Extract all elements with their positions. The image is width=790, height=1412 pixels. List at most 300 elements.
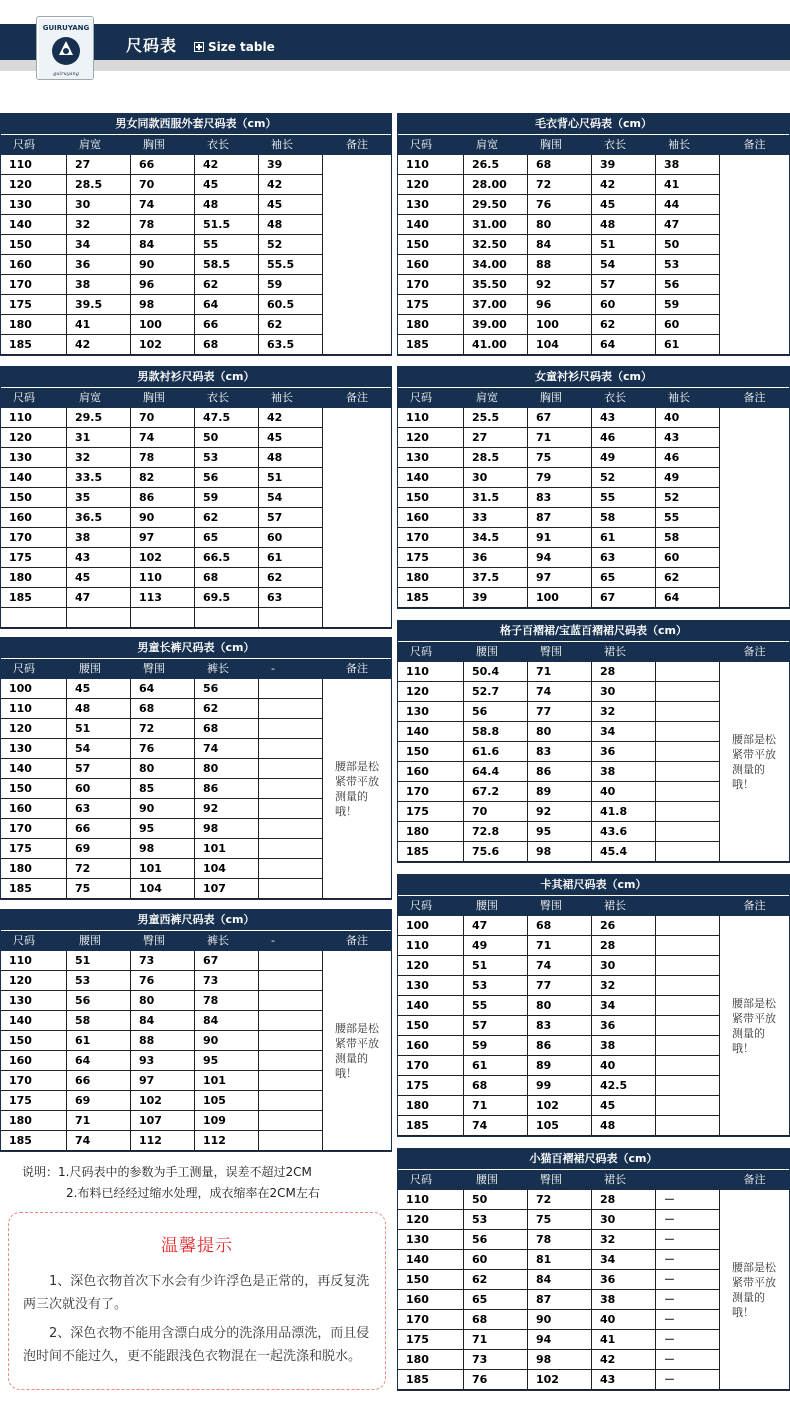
table-cell: 51 bbox=[592, 235, 656, 255]
table-cell: 56 bbox=[464, 702, 528, 722]
table-cell bbox=[656, 976, 720, 996]
table-cell: 68 bbox=[195, 335, 259, 355]
table-cell: 54 bbox=[67, 739, 131, 759]
note-header: 备注 bbox=[743, 1173, 766, 1186]
table-cell: 61 bbox=[464, 1056, 528, 1076]
table-cell: 30 bbox=[67, 195, 131, 215]
table-cell: 69 bbox=[67, 1091, 131, 1111]
column-header: 胸围 bbox=[143, 138, 165, 151]
table-cell: 80 bbox=[131, 991, 195, 1011]
table-cell: － bbox=[656, 1230, 720, 1250]
table-cell: 110 bbox=[398, 936, 464, 956]
table-cell: 48 bbox=[67, 699, 131, 719]
table-cell: 130 bbox=[398, 976, 464, 996]
table-cell bbox=[259, 1111, 323, 1131]
table-cell: 43 bbox=[592, 408, 656, 428]
table-cell: 140 bbox=[398, 996, 464, 1016]
table-cell: 120 bbox=[398, 682, 464, 702]
table-cell: 30 bbox=[592, 682, 656, 702]
column-header bbox=[656, 896, 720, 916]
table-cell: 112 bbox=[131, 1131, 195, 1151]
table-cell: 104 bbox=[528, 335, 592, 355]
table-cell: 130 bbox=[1, 448, 67, 468]
table-cell: 49 bbox=[656, 468, 720, 488]
table-cell: 48 bbox=[259, 215, 323, 235]
table-cell: 66 bbox=[195, 315, 259, 335]
table-note: 腰部是松紧带平放测量的哦！ bbox=[720, 662, 789, 862]
table-cell: 185 bbox=[398, 335, 464, 355]
table-cell bbox=[656, 842, 720, 862]
table-cell: 175 bbox=[1, 295, 67, 315]
table-cell: 107 bbox=[195, 879, 259, 899]
column-header: 裙长 bbox=[604, 1173, 626, 1186]
column-header: 臀围 bbox=[143, 934, 165, 947]
column-header: 袖长 bbox=[271, 138, 293, 151]
table-cell bbox=[656, 916, 720, 936]
table-cell: 70 bbox=[131, 408, 195, 428]
table-cell: 51 bbox=[259, 468, 323, 488]
table-cell: 71 bbox=[464, 1096, 528, 1116]
table-title: 男款衬衫尺码表（cm） bbox=[1, 367, 391, 387]
table-cell: 83 bbox=[528, 488, 592, 508]
size-table-boys-pants bbox=[0, 637, 392, 900]
table-cell: 80 bbox=[528, 996, 592, 1016]
table-cell: － bbox=[656, 1370, 720, 1390]
column-header: 臀围 bbox=[540, 645, 562, 658]
column-header: 肩宽 bbox=[476, 391, 498, 404]
table-cell: 130 bbox=[1, 195, 67, 215]
table-cell: 26.5 bbox=[464, 155, 528, 175]
table-header bbox=[398, 387, 789, 407]
table-cell: 97 bbox=[131, 1071, 195, 1091]
table-cell: 60 bbox=[464, 1250, 528, 1270]
table-note bbox=[323, 408, 391, 628]
table-cell: 86 bbox=[131, 488, 195, 508]
table-cell: 34.00 bbox=[464, 255, 528, 275]
table-cell: 120 bbox=[398, 956, 464, 976]
table-cell: 100 bbox=[398, 916, 464, 936]
table-cell: 150 bbox=[398, 1016, 464, 1036]
table-cell: 50.4 bbox=[464, 662, 528, 682]
table-cell: 160 bbox=[1, 1051, 67, 1071]
table-cell: 72.8 bbox=[464, 822, 528, 842]
table-cell: 78 bbox=[131, 215, 195, 235]
table-cell: 83 bbox=[528, 742, 592, 762]
table-cell: 57 bbox=[464, 1016, 528, 1036]
table-cell: 150 bbox=[1, 235, 67, 255]
table-cell: 74 bbox=[131, 195, 195, 215]
page-subtitle bbox=[194, 40, 275, 54]
table-cell: 180 bbox=[398, 1350, 464, 1370]
table-cell: 67.2 bbox=[464, 782, 528, 802]
table-cell: 43 bbox=[592, 1370, 656, 1390]
table-cell: 185 bbox=[1, 588, 67, 608]
table-cell: － bbox=[656, 1330, 720, 1350]
table-note: 腰部是松紧带平放测量的哦！ bbox=[720, 916, 789, 1136]
table-cell bbox=[1, 608, 67, 628]
table-cell: 160 bbox=[398, 762, 464, 782]
table-cell bbox=[656, 662, 720, 682]
table-cell: 110 bbox=[1, 699, 67, 719]
table-cell: 150 bbox=[398, 742, 464, 762]
table-cell: 49 bbox=[592, 448, 656, 468]
table-cell bbox=[656, 762, 720, 782]
table-cell: 51 bbox=[464, 956, 528, 976]
table-cell: 105 bbox=[195, 1091, 259, 1111]
table-cell: 75 bbox=[67, 879, 131, 899]
table-cell: 89 bbox=[528, 782, 592, 802]
table-cell: 41 bbox=[656, 175, 720, 195]
table-title: 男女同款西服外套尺码表（cm） bbox=[1, 114, 391, 134]
table-cell: 44 bbox=[656, 195, 720, 215]
table-cell: 170 bbox=[398, 1056, 464, 1076]
table-cell: 41 bbox=[67, 315, 131, 335]
table-cell: 60.5 bbox=[259, 295, 323, 315]
table-cell: 62 bbox=[195, 699, 259, 719]
table-cell: 170 bbox=[398, 1310, 464, 1330]
table-cell: 53 bbox=[464, 976, 528, 996]
table-header bbox=[398, 134, 789, 154]
table-body bbox=[398, 661, 789, 862]
table-cell: 51.5 bbox=[195, 215, 259, 235]
table-cell: － bbox=[656, 1190, 720, 1210]
table-cell: 37.5 bbox=[464, 568, 528, 588]
table-cell: 31.00 bbox=[464, 215, 528, 235]
table-cell: 98 bbox=[528, 842, 592, 862]
table-cell: 64 bbox=[131, 679, 195, 699]
table-cell: 92 bbox=[528, 275, 592, 295]
care-tip-box bbox=[8, 1212, 386, 1390]
table-cell: 140 bbox=[1, 468, 67, 488]
table-cell: 53 bbox=[67, 971, 131, 991]
table-cell: 175 bbox=[1, 1091, 67, 1111]
table-cell: 28.5 bbox=[67, 175, 131, 195]
table-cell: 140 bbox=[398, 1250, 464, 1270]
column-header: 尺码 bbox=[13, 391, 35, 404]
table-cell bbox=[656, 1096, 720, 1116]
brand-logo bbox=[36, 16, 94, 80]
table-cell bbox=[259, 879, 323, 899]
table-cell: 160 bbox=[398, 508, 464, 528]
table-cell: － bbox=[656, 1270, 720, 1290]
table-cell: 43 bbox=[656, 428, 720, 448]
table-cell bbox=[259, 699, 323, 719]
table-cell: 86 bbox=[528, 762, 592, 782]
table-cell bbox=[131, 608, 195, 628]
table-cell: 74 bbox=[528, 682, 592, 702]
table-cell: 76 bbox=[131, 739, 195, 759]
table-cell: 95 bbox=[195, 1051, 259, 1071]
table-cell: 90 bbox=[131, 508, 195, 528]
table-title: 卡其裙尺码表（cm） bbox=[398, 875, 789, 895]
table-cell: 160 bbox=[398, 255, 464, 275]
table-cell: 160 bbox=[1, 508, 67, 528]
table-cell bbox=[259, 739, 323, 759]
table-cell: 56 bbox=[464, 1230, 528, 1250]
table-title: 毛衣背心尺码表（cm） bbox=[398, 114, 789, 134]
table-cell bbox=[195, 608, 259, 628]
table-cell: 75 bbox=[528, 1210, 592, 1230]
table-cell: 60 bbox=[656, 548, 720, 568]
size-table-suit bbox=[0, 113, 392, 356]
table-note bbox=[720, 155, 789, 355]
table-cell: 33 bbox=[464, 508, 528, 528]
table-cell: 77 bbox=[528, 976, 592, 996]
table-cell: 102 bbox=[528, 1096, 592, 1116]
table-cell: 96 bbox=[528, 295, 592, 315]
table-cell: 48 bbox=[259, 448, 323, 468]
column-header: 尺码 bbox=[410, 138, 432, 151]
column-header: 肩宽 bbox=[476, 138, 498, 151]
table-cell: 78 bbox=[131, 448, 195, 468]
table-cell: 98 bbox=[131, 839, 195, 859]
table-title: 女童衬衫尺码表（cm） bbox=[398, 367, 789, 387]
column-header: 尺码 bbox=[13, 934, 35, 947]
table-cell: 175 bbox=[398, 1330, 464, 1350]
table-cell: 40 bbox=[592, 782, 656, 802]
table-cell: 175 bbox=[398, 802, 464, 822]
table-cell: 32 bbox=[67, 448, 131, 468]
table-cell: 28 bbox=[592, 936, 656, 956]
table-cell bbox=[259, 608, 323, 628]
table-cell: 42 bbox=[259, 408, 323, 428]
table-cell: 140 bbox=[1, 215, 67, 235]
table-cell: 68 bbox=[528, 916, 592, 936]
table-cell: 67 bbox=[592, 588, 656, 608]
column-header: 腰围 bbox=[476, 899, 498, 912]
tip-paragraph-1: 1、深色衣物首次下水会有少许浮色是正常的，再反复洗两三次就没有了。 bbox=[23, 1274, 370, 1312]
size-table-boys-trousers bbox=[0, 909, 392, 1152]
table-cell: 32.50 bbox=[464, 235, 528, 255]
table-cell bbox=[259, 1131, 323, 1151]
table-cell: 59 bbox=[464, 1036, 528, 1056]
table-cell: 110 bbox=[398, 408, 464, 428]
note-header: 备注 bbox=[346, 138, 368, 151]
column-header: 裤长 bbox=[207, 662, 229, 675]
column-header bbox=[656, 642, 720, 662]
table-cell: 185 bbox=[398, 588, 464, 608]
table-cell bbox=[259, 971, 323, 991]
table-cell: 78 bbox=[528, 1230, 592, 1250]
table-cell: 47 bbox=[464, 916, 528, 936]
column-header: 胸围 bbox=[540, 391, 562, 404]
table-cell: 160 bbox=[1, 799, 67, 819]
table-cell: 80 bbox=[131, 759, 195, 779]
size-table-pleated-skirt bbox=[397, 620, 790, 863]
table-cell bbox=[259, 839, 323, 859]
table-cell: 80 bbox=[195, 759, 259, 779]
table-cell: 150 bbox=[398, 488, 464, 508]
table-cell: 102 bbox=[131, 1091, 195, 1111]
table-cell: 40 bbox=[592, 1056, 656, 1076]
table-cell: 34.5 bbox=[464, 528, 528, 548]
table-cell: 113 bbox=[131, 588, 195, 608]
table-cell: 97 bbox=[528, 568, 592, 588]
table-body bbox=[398, 1189, 789, 1390]
table-cell bbox=[656, 782, 720, 802]
table-cell: 43.6 bbox=[592, 822, 656, 842]
table-cell: 39 bbox=[259, 155, 323, 175]
table-cell: 185 bbox=[398, 1370, 464, 1390]
table-cell: 38 bbox=[592, 762, 656, 782]
table-cell: 73 bbox=[195, 971, 259, 991]
table-cell: 74 bbox=[464, 1116, 528, 1136]
logo-subtext: guiruyang bbox=[53, 71, 79, 77]
table-cell: 45 bbox=[259, 428, 323, 448]
column-header: 胸围 bbox=[540, 138, 562, 151]
note-header: 备注 bbox=[743, 645, 766, 658]
table-cell: 130 bbox=[398, 448, 464, 468]
table-cell bbox=[259, 779, 323, 799]
table-cell: 71 bbox=[528, 428, 592, 448]
table-cell: 180 bbox=[1, 1111, 67, 1131]
table-cell bbox=[656, 802, 720, 822]
table-cell: 36 bbox=[592, 1270, 656, 1290]
table-header bbox=[398, 895, 789, 915]
table-cell: 57 bbox=[592, 275, 656, 295]
table-cell: 47 bbox=[67, 588, 131, 608]
table-cell: 41 bbox=[592, 1330, 656, 1350]
column-header: - bbox=[271, 934, 275, 947]
table-cell: 100 bbox=[1, 679, 67, 699]
table-cell: 78 bbox=[195, 991, 259, 1011]
table-cell: 80 bbox=[528, 722, 592, 742]
table-cell: 38 bbox=[67, 528, 131, 548]
table-cell: 102 bbox=[528, 1370, 592, 1390]
column-header: 袖长 bbox=[668, 138, 690, 151]
table-cell: 82 bbox=[131, 468, 195, 488]
table-body bbox=[398, 915, 789, 1136]
table-cell: 175 bbox=[398, 1076, 464, 1096]
table-cell: 180 bbox=[1, 568, 67, 588]
table-cell: 42.5 bbox=[592, 1076, 656, 1096]
table-cell: 26 bbox=[592, 916, 656, 936]
table-title: 男童长裤尺码表（cm） bbox=[1, 638, 391, 658]
column-header: - bbox=[271, 662, 275, 675]
table-cell bbox=[259, 819, 323, 839]
table-cell: 38 bbox=[592, 1290, 656, 1310]
table-cell: 48 bbox=[195, 195, 259, 215]
table-cell: 36 bbox=[592, 1016, 656, 1036]
table-cell: 150 bbox=[398, 235, 464, 255]
column-header: 衣长 bbox=[604, 391, 626, 404]
table-cell: 180 bbox=[398, 1096, 464, 1116]
table-cell: 66 bbox=[67, 819, 131, 839]
column-header: 腰围 bbox=[476, 645, 498, 658]
table-cell: 27 bbox=[67, 155, 131, 175]
header-band bbox=[0, 24, 790, 60]
table-cell: 170 bbox=[398, 782, 464, 802]
table-cell: 72 bbox=[528, 175, 592, 195]
column-header: 裙长 bbox=[604, 645, 626, 658]
table-cell: 150 bbox=[398, 1270, 464, 1290]
table-cell: 40 bbox=[656, 408, 720, 428]
table-cell: 30 bbox=[464, 468, 528, 488]
logo-text: GUIRUYANG bbox=[42, 24, 90, 32]
table-cell: 94 bbox=[528, 548, 592, 568]
table-cell: 72 bbox=[67, 859, 131, 879]
header-subband bbox=[0, 60, 790, 71]
table-cell: 150 bbox=[1, 1031, 67, 1051]
table-cell: － bbox=[656, 1310, 720, 1330]
table-cell: 180 bbox=[398, 315, 464, 335]
table-cell: 29.50 bbox=[464, 195, 528, 215]
table-cell: 32 bbox=[592, 702, 656, 722]
table-cell: 87 bbox=[528, 508, 592, 528]
table-cell: 56 bbox=[195, 679, 259, 699]
table-cell: 120 bbox=[398, 428, 464, 448]
table-cell: 90 bbox=[528, 1310, 592, 1330]
table-cell: 28 bbox=[592, 1190, 656, 1210]
table-cell: 84 bbox=[195, 1011, 259, 1031]
table-cell: 110 bbox=[398, 155, 464, 175]
table-cell: 84 bbox=[131, 235, 195, 255]
table-cell: 96 bbox=[131, 275, 195, 295]
tip-title: 温馨提示 bbox=[161, 1236, 233, 1256]
table-cell bbox=[656, 1076, 720, 1096]
table-cell bbox=[656, 996, 720, 1016]
table-cell: 43 bbox=[67, 548, 131, 568]
table-cell: 38 bbox=[67, 275, 131, 295]
table-cell: 74 bbox=[67, 1131, 131, 1151]
table-cell: 38 bbox=[592, 1036, 656, 1056]
table-cell: 40 bbox=[592, 1310, 656, 1330]
table-cell: 66 bbox=[67, 1071, 131, 1091]
table-cell: 90 bbox=[131, 255, 195, 275]
table-cell: 105 bbox=[528, 1116, 592, 1136]
table-cell: 38 bbox=[656, 155, 720, 175]
table-cell: 81 bbox=[528, 1250, 592, 1270]
table-cell bbox=[656, 956, 720, 976]
table-cell: 55 bbox=[464, 996, 528, 1016]
table-cell: 140 bbox=[1, 759, 67, 779]
table-cell: 150 bbox=[1, 779, 67, 799]
column-header: 袖长 bbox=[668, 391, 690, 404]
table-cell: 34 bbox=[592, 722, 656, 742]
table-cell: 28.5 bbox=[464, 448, 528, 468]
table-cell: 45.4 bbox=[592, 842, 656, 862]
table-cell: 60 bbox=[259, 528, 323, 548]
table-cell: 120 bbox=[1, 971, 67, 991]
table-cell: 59 bbox=[259, 275, 323, 295]
table-cell: 45 bbox=[195, 175, 259, 195]
table-cell: 170 bbox=[398, 528, 464, 548]
table-note bbox=[720, 408, 789, 608]
table-cell: 91 bbox=[528, 528, 592, 548]
table-body bbox=[1, 678, 391, 899]
table-cell: 60 bbox=[656, 315, 720, 335]
table-cell: 31.5 bbox=[464, 488, 528, 508]
table-cell: 54 bbox=[259, 488, 323, 508]
table-cell: 101 bbox=[195, 839, 259, 859]
table-cell bbox=[259, 1051, 323, 1071]
table-cell: 68 bbox=[195, 568, 259, 588]
table-cell: 56 bbox=[195, 468, 259, 488]
table-cell: 45 bbox=[67, 679, 131, 699]
table-body bbox=[398, 154, 789, 355]
table-cell: 160 bbox=[1, 255, 67, 275]
table-cell: 51 bbox=[67, 951, 131, 971]
table-cell: 175 bbox=[398, 295, 464, 315]
table-cell: 68 bbox=[131, 699, 195, 719]
table-cell: 39.5 bbox=[67, 295, 131, 315]
table-cell: 74 bbox=[528, 956, 592, 976]
table-cell: 90 bbox=[131, 799, 195, 819]
table-cell: 62 bbox=[259, 315, 323, 335]
table-cell: 34 bbox=[67, 235, 131, 255]
table-cell: 175 bbox=[1, 839, 67, 859]
table-cell: 97 bbox=[131, 528, 195, 548]
